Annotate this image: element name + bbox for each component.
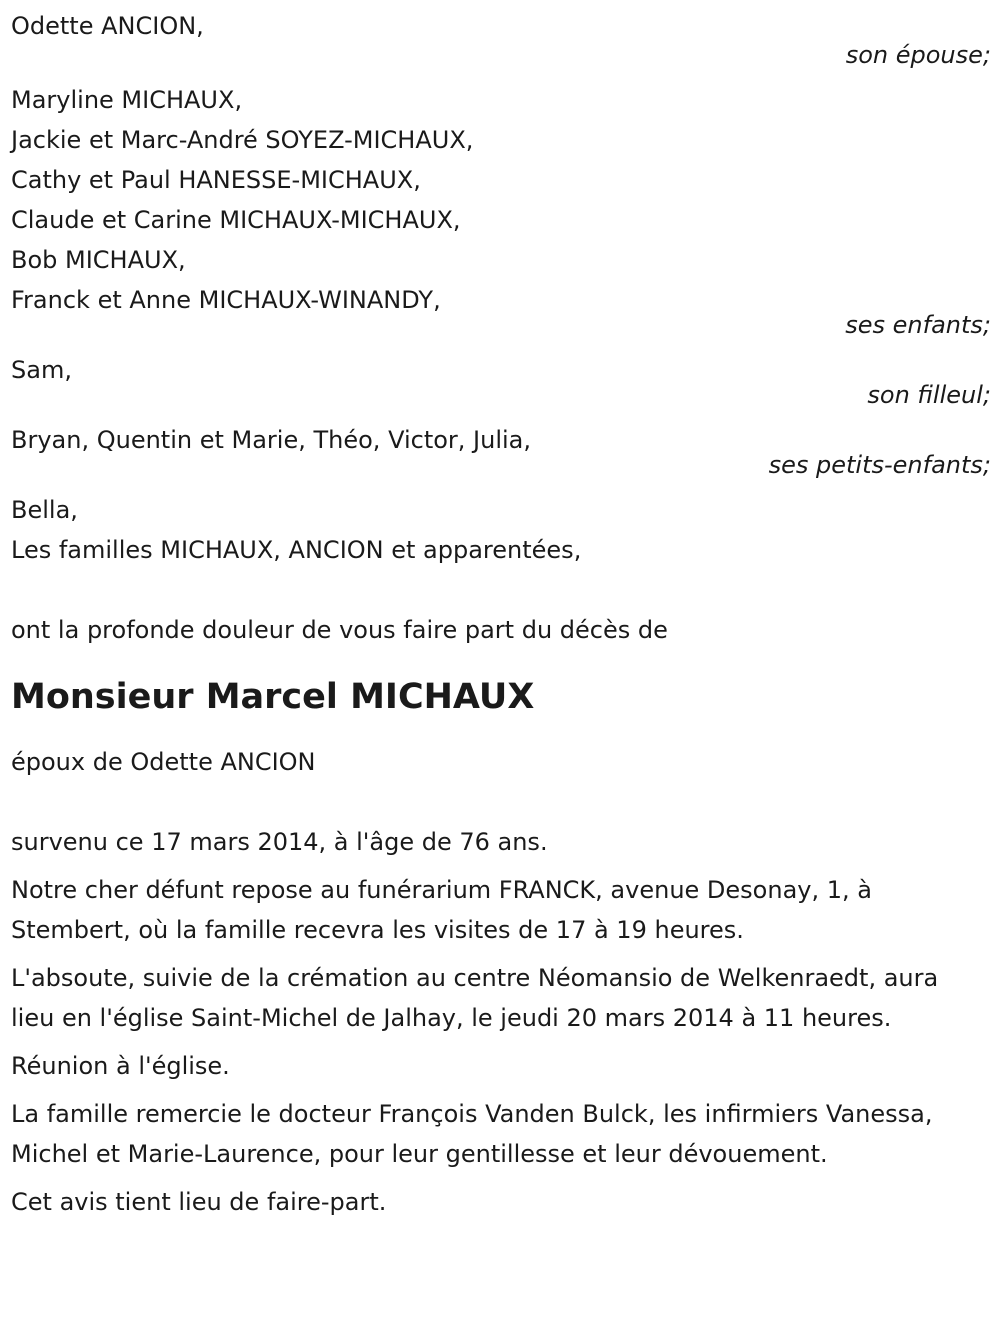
children-role: ses enfants; [845,311,991,339]
other-relatives-families: Les familles MICHAUX, ANCION et apparentées, [11,536,582,564]
child-name: Maryline MICHAUX, [11,86,243,114]
obituary-notice [11,6,991,1230]
child-name: Bob MICHAUX, [11,246,186,274]
paragraph-closing: Cet avis tient lieu de faire-part. [11,1188,387,1216]
spouse-role: son épouse; [845,41,991,69]
paragraph-thanks: La famille remercie le docteur François Vanden Bulck, les infirmiers Vanessa, Michel et Marie-Laurence, pour leur gentillesse et leur dévouement. [11,1100,933,1168]
grandchildren-role: ses petits-enfants; [768,451,991,479]
child-name: Claude et Carine MICHAUX-MICHAUX, [11,206,461,234]
child-name: Cathy et Paul HANESSE-MICHAUX, [11,166,421,194]
paragraph-funerarium: Notre cher défunt repose au funérarium FRANCK, avenue Desonay, 1, à Stembert, où la famille recevra les visites de 17 à 19 heures. [11,876,872,944]
other-relative: Bella, [11,496,78,524]
spouse-of-text: époux de Odette ANCION [11,748,316,776]
children-list [11,80,991,320]
child-name: Franck et Anne MICHAUX-WINANDY, [11,286,441,314]
child-name: Jackie et Marc-André SOYEZ-MICHAUX, [11,126,474,154]
death-info: survenu ce 17 mars 2014, à l'âge de 76 ans. [11,828,548,856]
paragraph-ceremony: L'absoute, suivie de la crémation au centre Néomansio de Welkenraedt, aura lieu en l'église Saint-Michel de Jalhay, le jeudi 20 mars 2014 à 11 heures. [11,964,939,1032]
grandchildren-names: Bryan, Quentin et Marie, Théo, Victor, Julia, [11,426,531,454]
spouse-name: Odette ANCION, [11,12,204,40]
paragraph-reunion: Réunion à l'église. [11,1052,230,1080]
announcement-text: ont la profonde douleur de vous faire part du décès de [11,616,668,644]
deceased-name: Monsieur Marcel MICHAUX [11,677,535,717]
godson-name: Sam, [11,356,72,384]
godson-role: son filleul; [867,381,991,409]
